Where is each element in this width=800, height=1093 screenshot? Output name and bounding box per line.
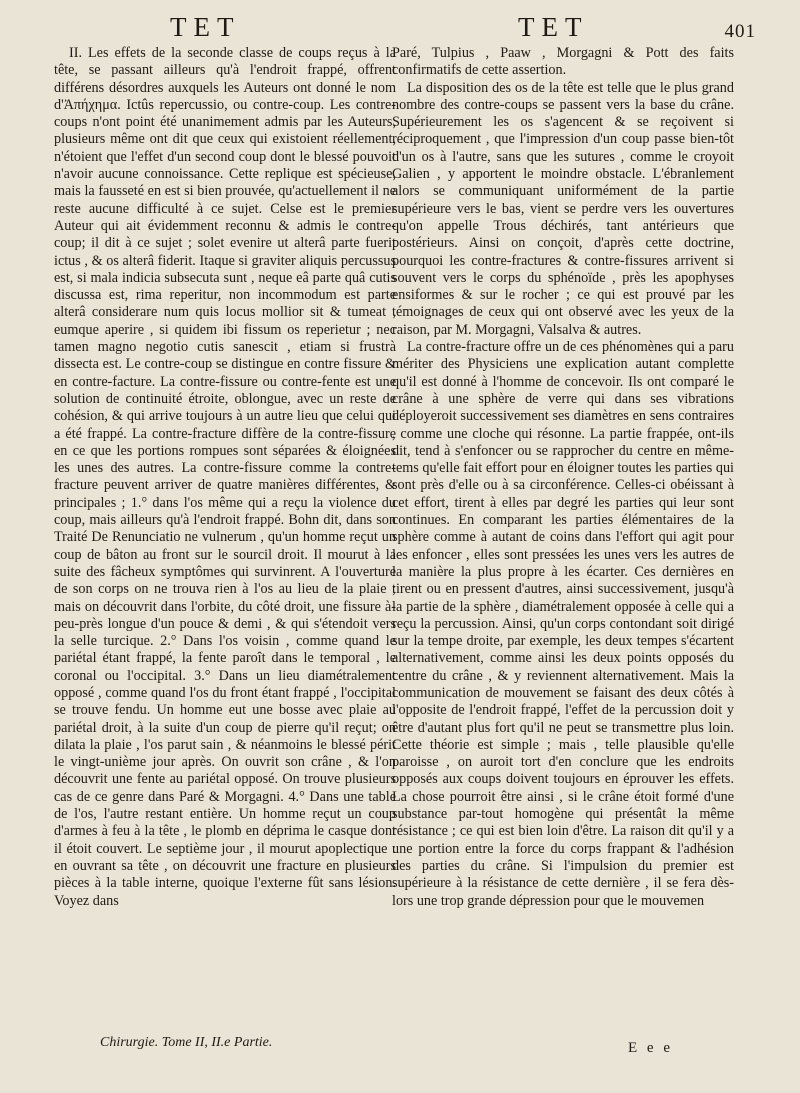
running-head-right: TET: [518, 12, 589, 42]
paragraph: La disposition des os de la tête est telle que le plus grand nombre des contre-coups se passent vers la base du crâne. Supérieurement les os s'agencent & se reçoivent si réciproquement , que l'impression d'un coup passe bien-tôt d'un os à l'autre, sans que les sutures , comme le croyoit Galien , y apportent le moindre obstacle. L'ébranlement alors se communiquant uniformément de la partie supérieure vers le bas, vient se perdre vers les ouvertures qu'on appelle Trous déchirés, tant antérieurs que postérieurs. Ainsi on conçoit, d'après cette doctrine, pourquoi les contre-fractures & contre-fissures arrivent si souvent vers le corps du sphénoïde , près les apophyses ensiformes & sur le rocher ; ce qui est prouvé par les témoignages de ceux qui ont observé avec les yeux de la raison, par M. Morgagni, Valsalva & autres.: [392, 79, 734, 338]
signature-mark: E e e: [628, 1040, 673, 1056]
left-column: [54, 45, 396, 910]
paragraph: La contre-fracture offre un de ces phénomènes qui a paru mériter des Physiciens une explication autant complette qu'il est donné à l'homme de concevoir. Ils ont comparé le crâne à une sphère de verre qui dans ses vibrations déployeroit successivement ses diamètres en sens contraires , comme une cloche qui résonne. La partie frappée, ont-ils dit, tend à s'enfoncer ou se rapprocher du centre en même-tems qu'elle fait effort pour en éloigner toutes les parties qui sont près d'elle ou à sa circonférence. Celles-ci obéissant à cet effort, tirent à elles par degré les parties qui leur sont continues. En comparant les parties élémentaires de la sphère comme à autant de coins dans l'effort qui agit pour les enfoncer , elles sont pressées les unes vers les autres de la manière la plus propre à les écarter. Ces dernières en tirent ou en pressent d'autres, ainsi successivement, jusqu'à la partie de la sphère , diamétralement opposée à celle qui a reçu la percussion. Ainsi, qu'un corps contondant soit dirigé sur la tempe droite, par exemple, les deux tempes s'écartent alternativement, comme ainsi les deux points opposés du centre du crâne , & y reviennent alternativement. Mais la communication de mouvement se faisant des deux côtés à l'opposite de l'endroit frappé, l'effet de la percussion doit y être d'autant plus fort qu'il ne peut se transmettre plus loin. Cette théorie est simple ; mais , telle plausible qu'elle paroisse , on auroit tort d'en conclure que les endroits opposés aux coups doivent toujours en éprouver les effets. La chose pourroit être ainsi , si le crâne étoit formé d'une substance par-tout homogène qui présentât la même résistance ; ce qui est bien loin d'être. La raison dit qu'il y a une portion entre la force du corps frappant & l'adhésion des parties du crâne. Si l'impulsion du premier est supérieure à la résistance de cette dernière , il se fera dès-lors une trop grande dépression pour que le mouvemen: [392, 339, 734, 909]
paragraph: Paré, Tulpius , Paaw , Morgagni & Pott des faits confirmatifs de cette assertion.: [392, 45, 734, 79]
page-number: 401: [724, 21, 756, 42]
right-column: [392, 45, 734, 910]
running-head-left: TET: [170, 12, 241, 42]
paragraph: II. Les effets de la seconde classe de coups reçus à la tête, se passant ailleurs qu'à l'endroit frappé, offrent différens désordres auxquels les Auteurs ont donné le nom d'Ἀπήχημα. Ictûs repercussio, ou contre-coup. Les contre-coups n'ont point été unanimement admis par les Auteurs, plusieurs même ont dit que ceux qui existoient réellement, n'étoient que l'effet d'un second coup dont le blessé pouvoit n'avoir aucune connoissance. Cette replique est spécieuse, mais la fausseté en est si bien prouvée, qu'actuellement il ne reste aucune difficulté à ce sujet. Celse est le premier Auteur qui ait évidemment reconnu & admis le contre-coup; il dit à ce sujet ; solet evenire ut alterâ parte fuerit ictus , & os alterâ fiderit. Itaque si graviter aliquis percussus est, si mala indicia subsecuta sunt , neque eâ parte quâ cutis discussa est, rima reperitur, non incommodum est parte alterâ considerare num quis locus mollior sit & tumeat , eumque aperire , si quidem ibi fissum os reperietur ; nec tamen magno negotio cutis sanescit , etiam si frustrà dissecta est. Le contre-coup se distingue en contre fissure & en contre-facture. La contre-fissure ou contre-fente est une solution de continuité étroite, oblongue, avec un reste de cohésion, & qui arrive toujours à un autre lieu que celui qui a été frappé. La contre-fracture diffère de la contre-fissure en ce que les portions rompues sont séparées & éloignées les unes des autres. La contre-fissure comme la contre-fracture peuvent arriver de quatre manières différentes, & principales ; 1.° dans l'os même qui a reçu la violence du coup, mais ailleurs qu'à l'endroit frappé. Bohn dit, dans son Traité De Renunciatio ne vulnerum , qu'un homme reçut un coup de bâton au front sur le sourcil droit. Il mourut à la suite des fâcheux symptômes qui survinrent. A l'ouverture de son corps on ne trouva rien à l'os au lieu de la plaie ; mais on découvrit dans l'orbite, du côté droit, une fissure à-peu-près longue d'un pouce & demi , & qui s'étendoit vers la selle turcique. 2.° Dans l'os voisin , comme quand le pariétal étant frappé, la fente paroît dans le temporal , le coronal ou l'occipital. 3.° Dans un lieu diamétralement opposé , comme quand l'os du front étant frappé , l'occipital se trouve fendu. Un homme eut une bosse avec plaie au pariétal droit, à la suite d'un coup de pierre qu'il reçut; on dilata la plaie , l'os parut sain , & néanmoins le blessé périt le vingt-unième jour après. On ouvrit son crâne , & l'on découvrit une fente au pariétal opposé. On trouve plusieurs cas de ce genre dans Paré & Morgagni. 4.° Dans une table de l'os, l'autre restant entière. Un homme reçut un coup d'armes à feu à la tête , le plomb en déprima le casque dont il étoit couvert. Le septième jour , il mourut apoplectique : en ouvrant sa tête , on découvrit une fracture en plusieurs pièces à la table interne, quoique l'externe fût sans lésion. Voyez dans: [54, 45, 396, 909]
footer-volume-note: Chirurgie. Tome II, II.e Partie.: [100, 1035, 273, 1050]
